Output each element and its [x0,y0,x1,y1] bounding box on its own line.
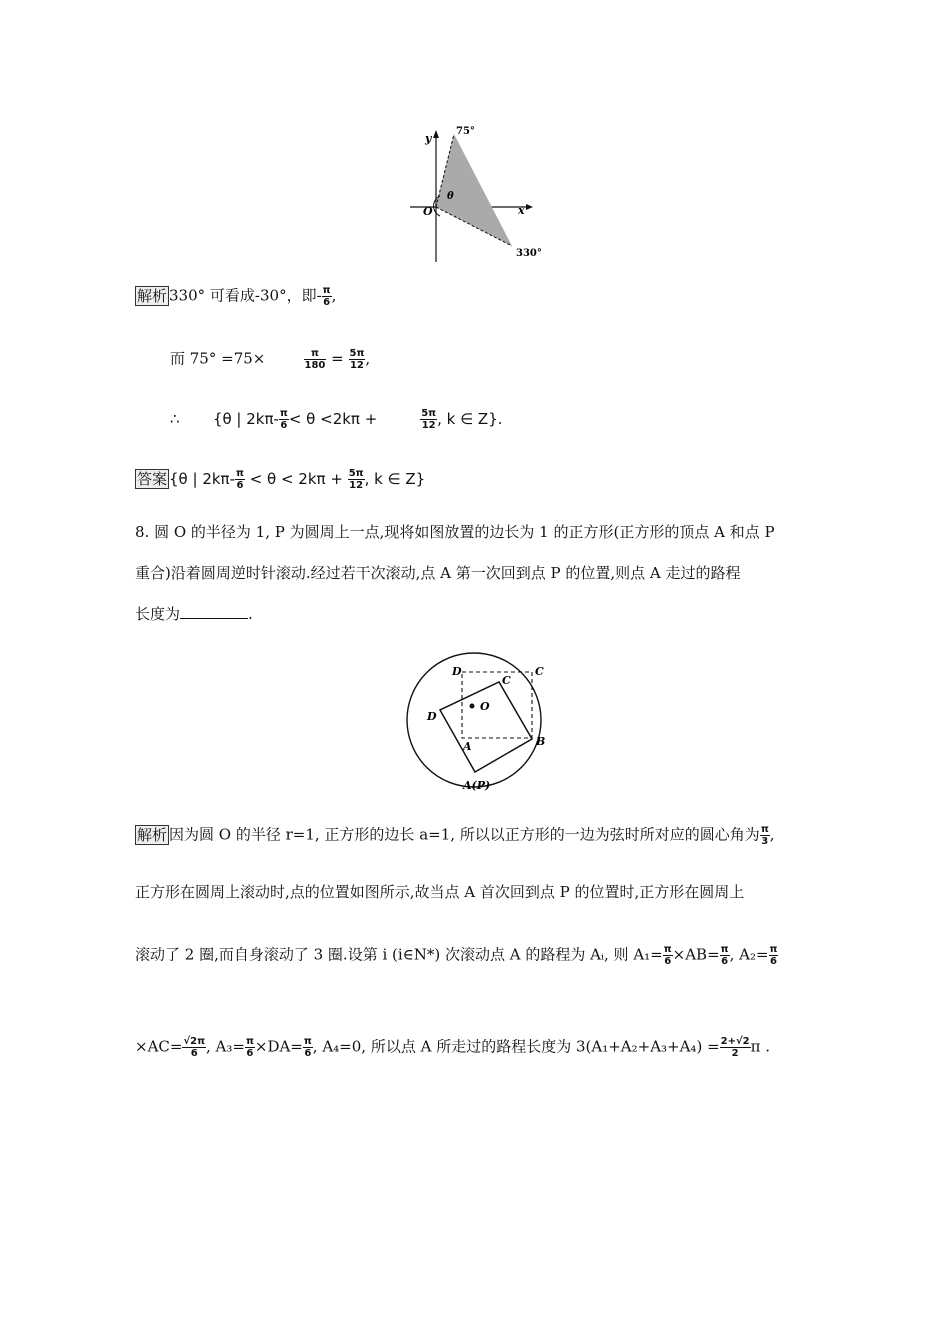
label-c-inner: C [502,674,511,687]
text: , [365,349,371,368]
fraction: $\frac{\pi}{6}$ [303,1036,312,1059]
angle-330-label: 330° [516,248,542,259]
label-d-left: D [427,710,437,723]
text: {θ | 2kπ- [169,470,235,488]
label-ap: A(P) [463,779,491,792]
label-c-right: C [535,665,544,678]
y-axis-label: y [425,132,432,145]
answer-tag: 答案 [137,470,168,488]
solution-1-line-1 [135,285,336,308]
text: , A₄=0, 所以点 A 所走过的路程长度为 3(A₁+A₂+A₃+A₄) = [312,1037,720,1056]
text: , A₂= [729,945,769,964]
label-d-top: D [452,665,462,678]
fraction: $\frac{\pi}{6}$ [245,1036,254,1059]
answer-blank [180,604,248,619]
fraction: $\frac{\pi}{6}$ [322,285,331,308]
text: . [248,605,253,623]
question-8-line-3 [135,604,253,624]
text: < θ < 2kπ + [244,470,348,488]
solution-8-line-3 [135,944,778,967]
fraction: $\frac{5\pi}{12}$ [349,348,365,371]
fraction: $\frac{\pi}{6}$ [279,408,288,431]
label-a-inner: A [463,740,472,753]
text: {θ | 2kπ- [212,410,279,428]
text: π . [750,1037,771,1056]
solution-8-line-4 [135,1036,770,1059]
text: , [331,286,337,305]
text: , [769,825,775,844]
fraction: $\frac{2+√2}{2}$ [720,1036,750,1059]
question-8-line-1: 8. 圆 O 的半径为 1, P 为圆周上一点,现将如图放置的边长为 1 的正方形(正方形的顶点 A 和点 P [135,523,775,541]
solution-1-line-3 [170,408,503,431]
theta-label: θ [447,191,454,202]
text: 330° 可看成-30°，即- [169,286,322,305]
rolling-square-figure [395,648,560,798]
fraction: $\frac{\pi}{6}$ [769,944,778,967]
fraction: $\frac{\pi}{180}$ [304,348,326,371]
fraction: $\frac{\pi}{6}$ [720,944,729,967]
fraction: $\frac{\pi}{3}$ [760,824,769,847]
text: 而 75° =75× [170,349,266,368]
x-axis-label: x [518,204,525,217]
text: 长度为 [135,605,181,623]
analysis-tag: 解析 [137,286,168,305]
fraction: $\frac{\pi}{6}$ [663,944,672,967]
text: 滚动了 2 圈,而自身滚动了 3 圈.设第 i (i∈N*) 次滚动点 A 的路程为 Aᵢ, 则 A₁= [135,945,663,964]
text: < θ <2kπ + [288,410,378,428]
solution-1-line-2 [170,348,370,371]
therefore-symbol: ∴ [170,410,180,428]
text: ×AC= [135,1037,183,1056]
label-o: O [480,700,490,713]
fraction: $\frac{5\pi}{12}$ [348,468,364,491]
text: ×DA= [254,1037,303,1056]
angle-region-figure [400,120,560,265]
text: 因为圆 O 的半径 r=1, 正方形的边长 a=1, 所以以正方形的一边为弦时所对应的圆心角为 [169,825,760,844]
angle-75-label: 75° [456,126,475,137]
fraction: $\frac{\pi}{6}$ [236,468,244,491]
fraction: $\frac{5\pi}{12}$ [421,408,437,431]
text: ×AB= [672,945,720,964]
text: = [326,349,349,368]
origin-label: O [423,205,433,218]
label-b: B [536,735,546,748]
analysis-tag: 解析 [137,825,168,844]
solution-8-line-2: 正方形在圆周上滚动时,点的位置如图所示,故当点 A 首次回到点 P 的位置时,正方形在圆周上 [135,883,745,901]
fraction: $\frac{√2\pi}{6}$ [183,1036,205,1059]
text: , k ∈ Z}. [437,410,503,428]
text: , A₃= [206,1037,245,1056]
text: , k ∈ Z} [364,470,426,488]
solution-8-line-1 [135,824,775,847]
question-8-line-2: 重合)沿着圆周逆时针滚动.经过若干次滚动,点 A 第一次回到点 P 的位置,则点 A 走过的路程 [135,564,741,582]
answer-1 [135,468,425,491]
